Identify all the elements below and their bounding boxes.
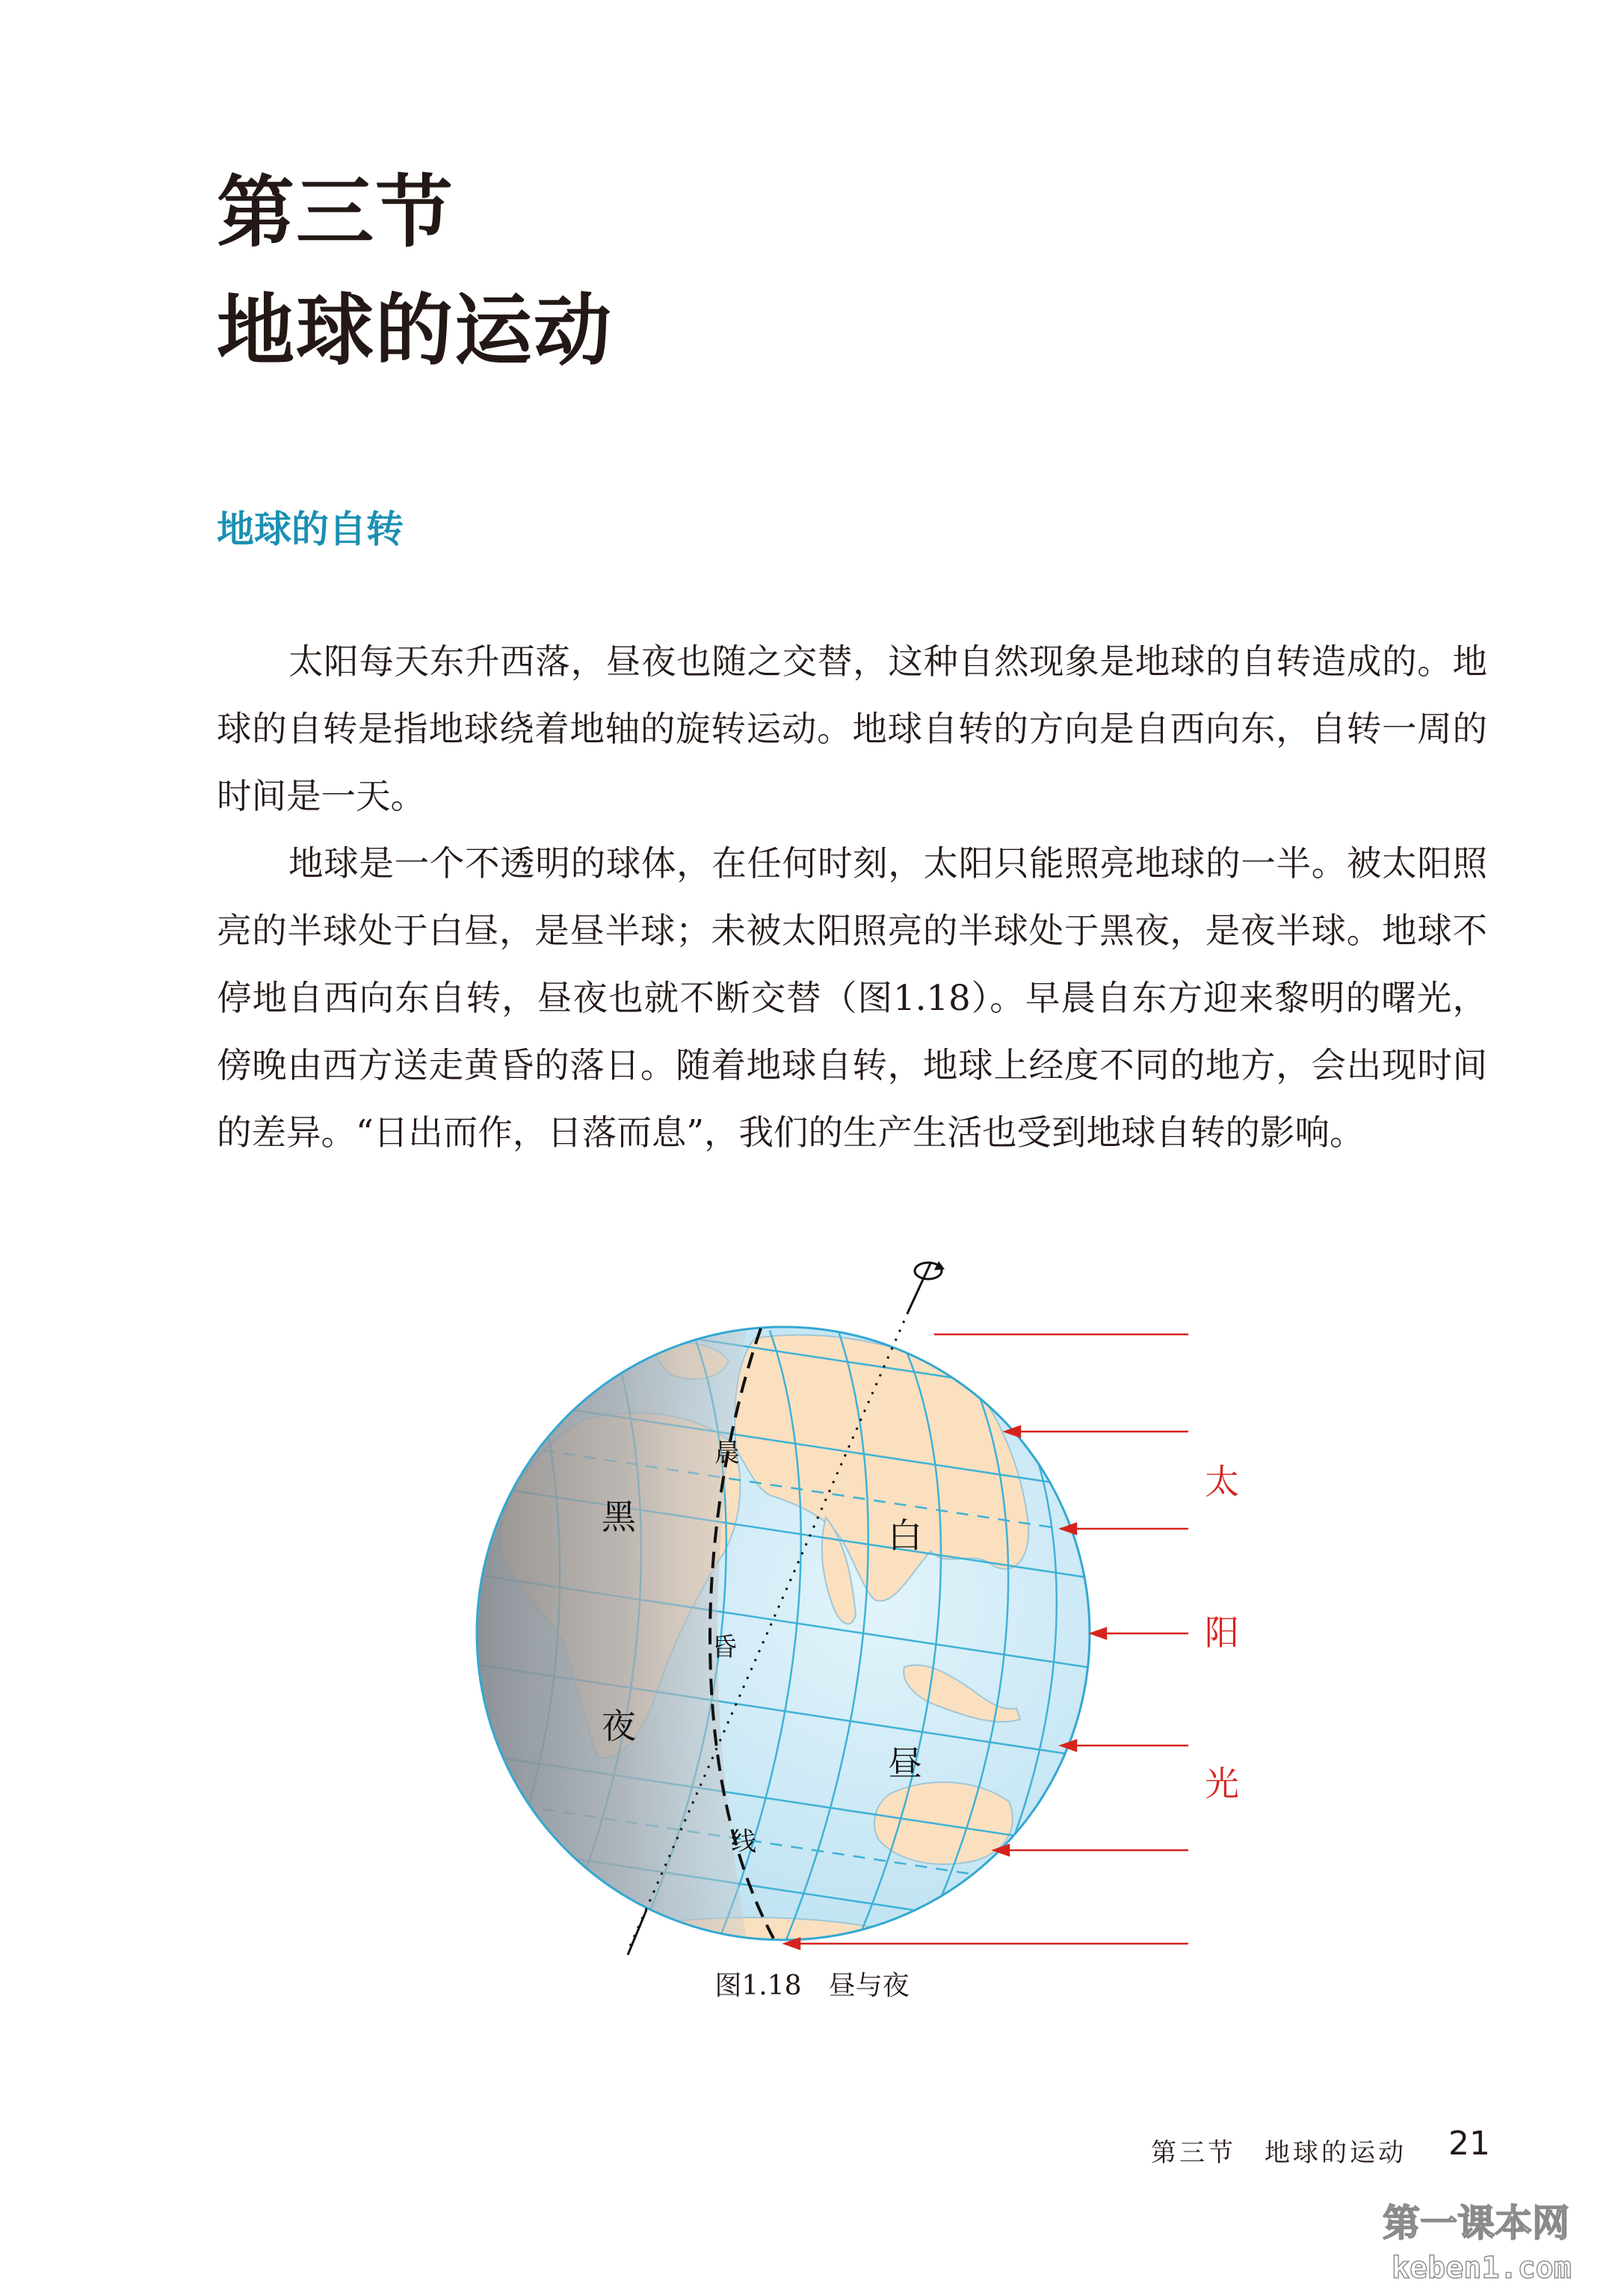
- section-title: 地球的运动: [217, 284, 614, 376]
- svg-text:第一课本网: 第一课本网: [1383, 2202, 1569, 2245]
- figure-caption: 图1.18 昼与夜: [714, 1971, 910, 2001]
- paragraph: 地球是一个不透明的球体，在任何时刻，太阳只能照亮地球的一半。被太阳照亮的半球处于白昼，是昼半球；未被太阳照亮的半球处于黑夜，是夜半球。地球不停地自西向东自转，昼夜也就不断交替（图1.18）。早晨自东方迎来黎明的曙光，傍晚由西方送走黄昏的落日。随着地球自转，地球上经度不同的地方，会出现时间的差异。“日出而作，日落而息”，我们的生产生活也受到地球自转的影响。: [217, 843, 1487, 1153]
- label-day-2: 昼: [888, 1743, 922, 1784]
- running-footer-title: 第三节 地球的运动: [1151, 2138, 1407, 2168]
- label-day-1: 白: [888, 1515, 922, 1556]
- page-number: 21: [1448, 2125, 1490, 2163]
- label-terminator-3: 线: [731, 1827, 756, 1857]
- paragraph: 太阳每天东升西落，昼夜也随之交替，这种自然现象是地球的自转造成的。地球的自转是指地球绕着地轴的旋转运动。地球自转的方向是自西向东，自转一周的时间是一天。: [217, 641, 1487, 816]
- label-terminator-2: 昏: [711, 1633, 737, 1663]
- label-night-2: 夜: [602, 1706, 636, 1746]
- label-sunlight-1: 太: [1205, 1461, 1239, 1502]
- label-sunlight-3: 光: [1205, 1763, 1239, 1804]
- label-terminator-1: 晨: [714, 1438, 740, 1468]
- site-watermark: [1368, 2194, 1614, 2291]
- subsection-heading: 地球的自转: [217, 508, 404, 551]
- label-sunlight-2: 阳: [1205, 1612, 1239, 1653]
- australia-landmass: [874, 1782, 1013, 1864]
- label-night-1: 黑: [602, 1497, 636, 1537]
- svg-text:keben1.com: keben1.com: [1392, 2251, 1572, 2285]
- section-number: 第三节: [217, 166, 455, 258]
